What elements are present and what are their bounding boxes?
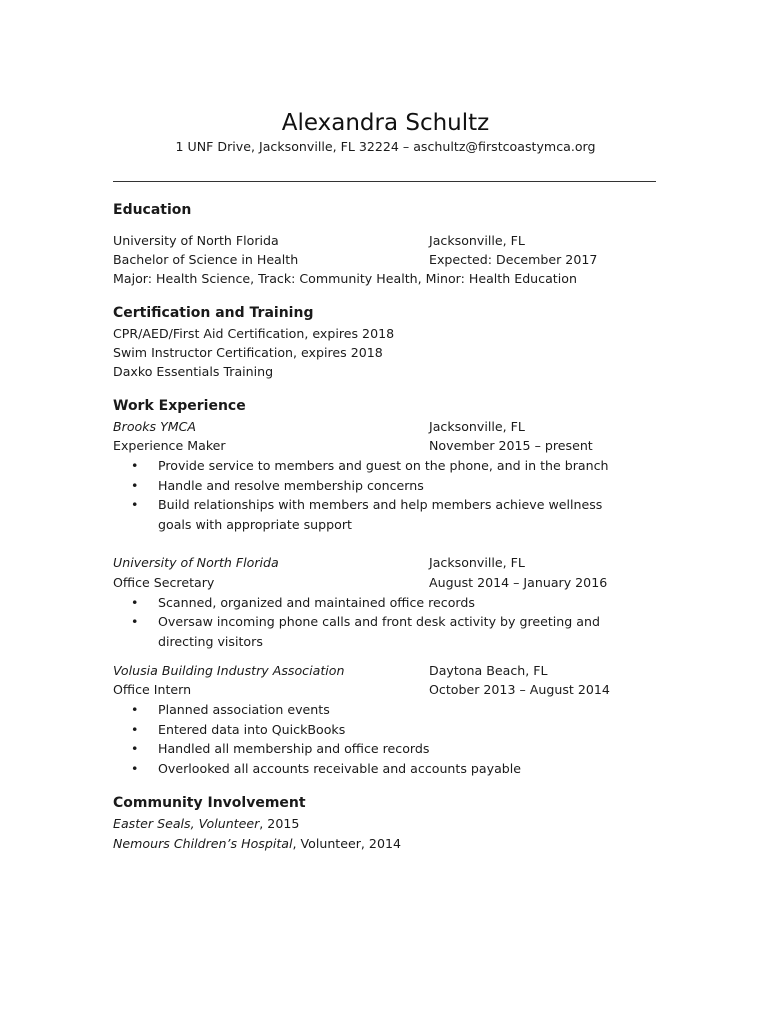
job-location: Jacksonville, FL xyxy=(429,419,525,434)
certification-item: Daxko Essentials Training xyxy=(113,364,274,379)
bullet-icon: • xyxy=(131,722,139,737)
work-heading: Work Experience xyxy=(113,398,246,414)
community-org: Nemours Children’s Hospital xyxy=(113,836,293,851)
community-heading: Community Involvement xyxy=(113,795,306,811)
education-heading: Education xyxy=(113,202,192,218)
bullet-icon: • xyxy=(131,614,139,629)
education-major: Major: Health Science, Track: Community Health, Minor: Health Education xyxy=(113,271,577,286)
candidate-name: Alexandra Schultz xyxy=(281,110,490,136)
community-org: Easter Seals, Volunteer xyxy=(113,816,260,831)
education-expected: Expected: December 2017 xyxy=(429,252,598,267)
job-bullet: Scanned, organized and maintained office records xyxy=(158,595,475,610)
job-bullet: Entered data into QuickBooks xyxy=(158,722,346,737)
education-location: Jacksonville, FL xyxy=(429,233,525,248)
job-organization: University of North Florida xyxy=(113,555,279,570)
bullet-icon: • xyxy=(131,478,139,493)
bullet-icon: • xyxy=(131,741,139,756)
community-item xyxy=(113,814,299,834)
community-detail: , 2015 xyxy=(259,816,300,831)
bullet-icon: • xyxy=(131,595,139,610)
job-organization: Volusia Building Industry Association xyxy=(113,663,345,678)
education-school: University of North Florida xyxy=(113,233,279,248)
job-role: Office Intern xyxy=(113,682,192,697)
job-bullet: Overlooked all accounts receivable and accounts payable xyxy=(158,761,522,776)
bullet-icon: • xyxy=(131,761,139,776)
job-location: Jacksonville, FL xyxy=(429,555,525,570)
job-dates: August 2014 – January 2016 xyxy=(429,575,608,590)
job-bullet: Handle and resolve membership concerns xyxy=(158,478,424,493)
header-divider xyxy=(113,181,656,182)
job-dates: October 2013 – August 2014 xyxy=(429,682,610,697)
bullet-icon: • xyxy=(131,702,139,717)
job-bullet: Planned association events xyxy=(158,702,330,717)
community-detail: , Volunteer, 2014 xyxy=(292,836,401,851)
bullet-icon: • xyxy=(131,497,139,512)
community-item xyxy=(113,834,401,854)
certification-item: CPR/AED/First Aid Certification, expires 2018 xyxy=(113,326,395,341)
certification-item: Swim Instructor Certification, expires 2018 xyxy=(113,345,383,360)
job-dates: November 2015 – present xyxy=(429,438,593,453)
job-role: Office Secretary xyxy=(113,575,215,590)
job-bullet: Build relationships with members and help members achieve wellness goals with appropriate support xyxy=(158,497,603,532)
contact-line: 1 UNF Drive, Jacksonville, FL 32224 – aschultz@firstcoastymca.org xyxy=(175,139,596,154)
job-bullet: Handled all membership and office records xyxy=(158,741,430,756)
job-bullet: Oversaw incoming phone calls and front desk activity by greeting and directing visitors xyxy=(158,614,600,649)
bullet-icon: • xyxy=(131,458,139,473)
job-location: Daytona Beach, FL xyxy=(429,663,548,678)
job-bullet: Provide service to members and guest on the phone, and in the branch xyxy=(158,458,609,473)
certification-heading: Certification and Training xyxy=(113,305,314,321)
job-role: Experience Maker xyxy=(113,438,226,453)
job-organization: Brooks YMCA xyxy=(113,419,197,434)
education-degree: Bachelor of Science in Health xyxy=(113,252,299,267)
